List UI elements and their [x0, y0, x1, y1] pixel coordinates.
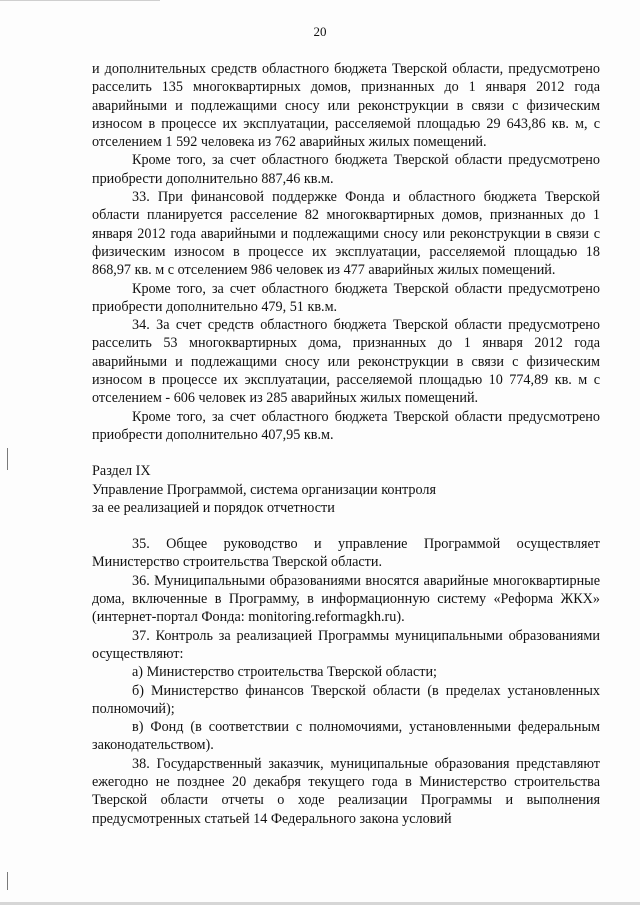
margin-mark: [7, 872, 8, 890]
scan-edge-top: [0, 0, 160, 1]
para-37: 37. Контроль за реализацией Программы муниципальными образованиями осуществляют:: [92, 627, 600, 662]
para-37-b: б) Министерство финансов Тверской области (в пределах установленных полномочий);: [92, 682, 600, 717]
para-34: 34. За счет средств областного бюджета Тверской области предусмотрено расселить 53 многоквартирных дома, признанных до 1 января 2012 года аварийными и подлежащими сносу или реконструкции в связи с физическим износом в процессе их эксплуатации, расселяемой площадью 10 774,89 кв. м с отселением - 606 человек из 285 аварийных жилых помещений.: [92, 317, 600, 407]
para-36: 36. Муниципальными образованиями вносятся аварийные многоквартирные дома, включенные в Программу, в информационную систему «Реформа ЖКХ» (интернет-портал Фонда: monitoring.reformagkh.ru).: [92, 572, 600, 626]
para-32-continuation: и дополнительных средств областного бюджета Тверской области, предусмотрено расселить 135 многоквартирных домов, признанных до 1 января 2012 года аварийными и подлежащими сносу или реконструкции в связи с физическим износом в процессе их эксплуатации, расселяемой площадью 29 643,86 кв. м, с отселением 1 592 человека из 762 аварийных жилых помещений.: [92, 61, 600, 151]
paragraph-group-bottom: [92, 535, 600, 828]
page-number: 20: [313, 24, 327, 39]
para-33: 33. При финансовой поддержке Фонда и областного бюджета Тверской области планируется расселение 82 многоквартирных домов, признанных до 1 января 2012 года аварийными и подлежащими сносу или реконструкции в связи с физическим износом в процессе их эксплуатации, расселяемой площадью 18 868,97 кв. м с отселением 986 человек из 477 аварийных жилых помещений.: [92, 189, 600, 279]
para-35: 35. Общее руководство и управление Программой осуществляет Министерство строительства Тверской области.: [92, 536, 600, 571]
para-37-a: а) Министерство строительства Тверской области;: [132, 664, 437, 681]
section-subtitle-line-2: за ее реализацией и порядок отчетности: [92, 499, 335, 516]
section-subtitle-line-1: Управление Программой, система организации контроля: [92, 481, 437, 498]
para-37-c: в) Фонд (в соответствии с полномочиями, установленными федеральным законодательством).: [92, 719, 600, 754]
para-38: 38. Государственный заказчик, муниципальные образования представляют ежегодно не позднее 20 декабря текущего года в Министерство строительства Тверской области отчеты о ходе реализации Программы и выполнения предусмотренных статьей 14 Федерального закона условий: [92, 755, 600, 827]
para-33-additional: Кроме того, за счет областного бюджета Тверской области предусмотрено приобрести дополнительно 479, 51 кв.м.: [92, 280, 600, 315]
para-34-additional: Кроме того, за счет областного бюджета Тверской области предусмотрено приобрести дополнительно 407,95 кв.м.: [92, 408, 600, 443]
para-32-additional: Кроме того, за счет областного бюджета Тверской области предусмотрено приобрести дополнительно 887,46 кв.м.: [92, 152, 600, 187]
paragraph-group-top: [92, 60, 600, 444]
section-title: Раздел IX: [92, 463, 151, 480]
document-body: [92, 60, 600, 828]
margin-mark: [7, 448, 8, 470]
